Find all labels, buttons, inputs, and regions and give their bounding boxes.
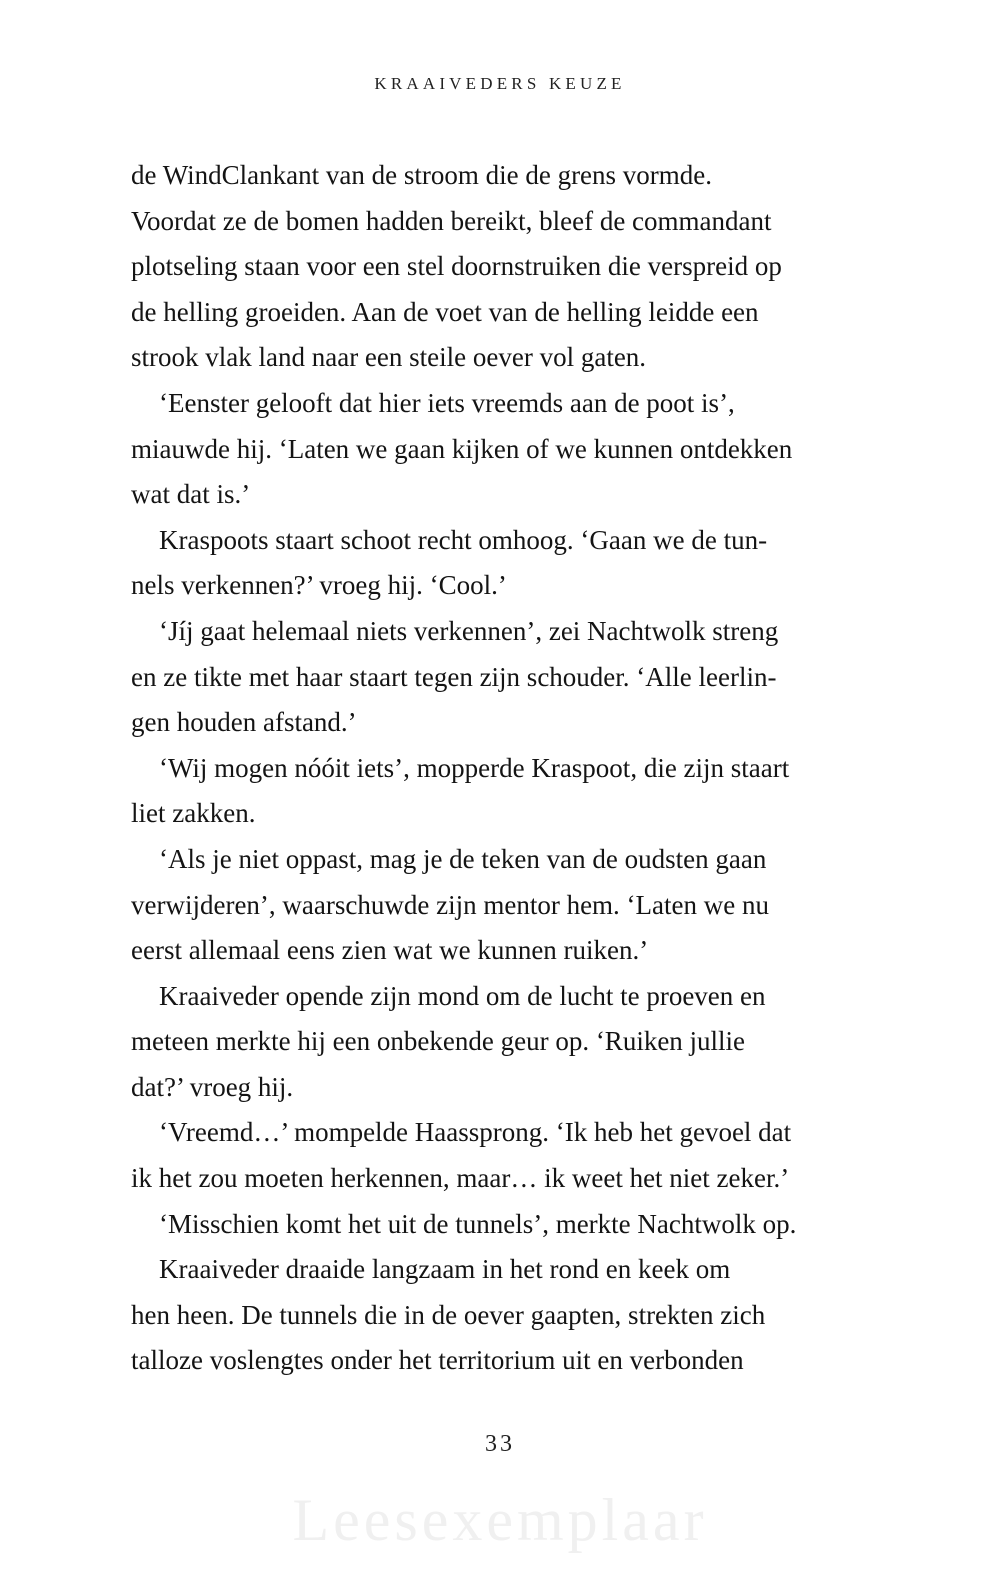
text-line: ik het zou moeten herkennen, maar… ik weet het niet zeker.’	[131, 1163, 790, 1194]
text-line: ‘Eenster gelooft dat hier iets vreemds aan de poot is’,	[159, 387, 735, 418]
text-line: Kraaiveder draaide langzaam in het rond en keek om	[159, 1254, 731, 1285]
body-text	[131, 153, 891, 1384]
text-line: Kraspoots staart schoot recht omhoog. ‘Gaan we de tun-	[159, 524, 768, 555]
text-line: dat?’ vroeg hij.	[131, 1071, 294, 1102]
text-line: wat dat is.’	[131, 479, 251, 510]
text-line: ‘Wij mogen nóóit iets’, mopperde Kraspoot, die zijn staart	[159, 752, 790, 783]
text-line: en ze tikte met haar staart tegen zijn schouder. ‘Alle leerlin-	[131, 661, 777, 692]
text-line: meteen merkte hij een onbekende geur op. ‘Ruiken jullie	[131, 1026, 746, 1057]
watermark: Leesexemplaar	[292, 1487, 708, 1553]
text-line: gen houden afstand.’	[131, 707, 357, 738]
text-line: hen heen. De tunnels die in de oever gaapten, strekten zich	[131, 1299, 766, 1330]
text-line: ‘Vreemd…’ mompelde Haassprong. ‘Ik heb het gevoel dat	[159, 1117, 792, 1148]
text-line: ‘Misschien komt het uit de tunnels’, merkte Nachtwolk op.	[159, 1208, 797, 1239]
text-line: eerst allemaal eens zien wat we kunnen ruiken.’	[131, 935, 649, 966]
text-line: ‘Jíj gaat helemaal niets verkennen’, zei Nachtwolk streng	[159, 615, 779, 646]
text-line: plotseling staan voor een stel doornstruiken die verspreid op	[131, 251, 782, 282]
text-line: liet zakken.	[131, 798, 256, 829]
running-header: KRAAIVEDERS KEUZE	[374, 74, 626, 93]
text-line: talloze voslengtes onder het territorium uit en verbonden	[131, 1345, 744, 1376]
text-line: de WindClankant van de stroom die de grens vormde.	[131, 160, 713, 190]
text-line: ‘Als je niet oppast, mag je de teken van de oudsten gaan	[159, 843, 767, 874]
text-line: verwijderen’, waarschuwde zijn mentor hem. ‘Laten we nu	[131, 889, 769, 920]
text-line: Voordat ze de bomen hadden bereikt, bleef de commandant	[131, 205, 772, 236]
text-line: miauwde hij. ‘Laten we gaan kijken of we kunnen ontdekken	[131, 433, 793, 464]
text-line: strook vlak land naar een steile oever vol gaten.	[131, 342, 647, 373]
text-line: Kraaiveder opende zijn mond om de lucht te proeven en	[159, 980, 766, 1011]
text-line: de helling groeiden. Aan de voet van de helling leidde een	[131, 296, 759, 327]
page-number: 33	[485, 1431, 515, 1457]
text-line: nels verkennen?’ vroeg hij. ‘Cool.’	[131, 570, 507, 601]
